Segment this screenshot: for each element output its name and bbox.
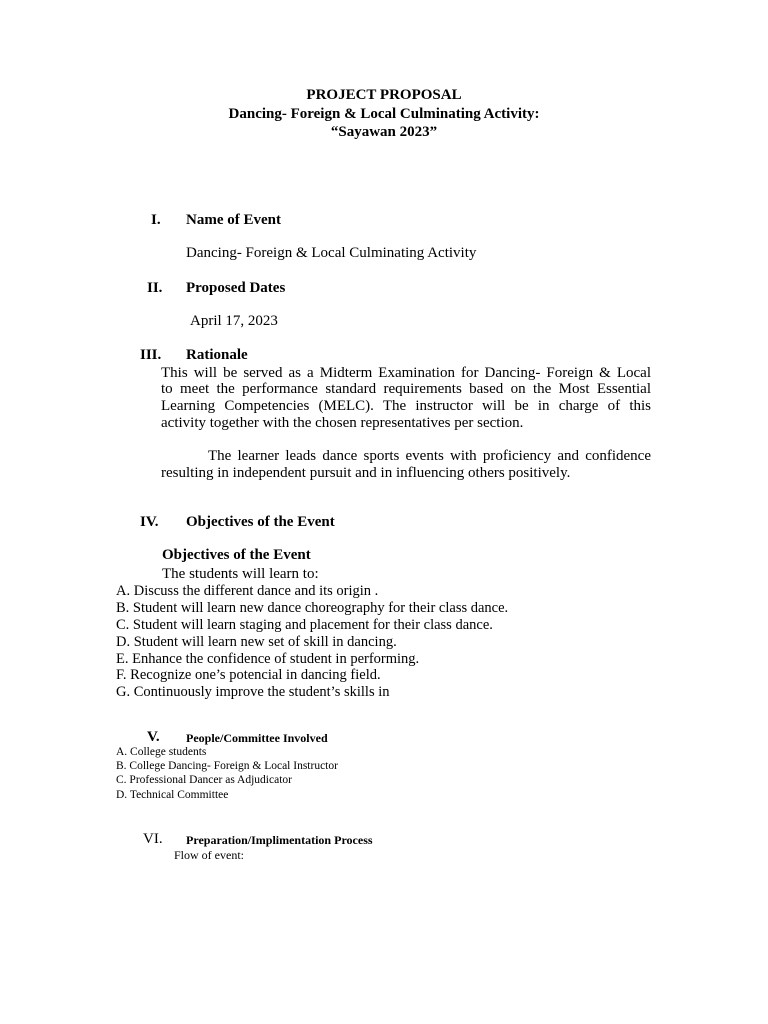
section-4-heading: Objectives of the Event	[186, 514, 335, 530]
rationale-line: resulting in independent pursuit and in influencing others positively.	[161, 465, 571, 481]
objectives-intro: The students will learn to:	[162, 566, 319, 582]
section-4-numeral: IV.	[140, 514, 159, 530]
objective-item: E. Enhance the confidence of student in performing.	[116, 651, 420, 667]
section-2-body: April 17, 2023	[190, 313, 278, 329]
committee-item: A. College students	[116, 746, 207, 758]
committee-item: D. Technical Committee	[116, 789, 229, 801]
section-2-heading: Proposed Dates	[186, 280, 286, 296]
section-3-numeral: III.	[140, 347, 162, 363]
doc-subtitle: Dancing- Foreign & Local Culminating Activity:	[228, 106, 540, 122]
committee-item: C. Professional Dancer as Adjudicator	[116, 774, 292, 786]
doc-title: PROJECT PROPOSAL	[306, 87, 462, 103]
section-2-numeral: II.	[147, 280, 163, 296]
rationale-line: to meet the performance standard requirements based on the Most Essential	[161, 381, 651, 397]
doc-event-name: “Sayawan 2023”	[330, 124, 438, 140]
rationale-line: This will be served as a Midterm Examination for Dancing- Foreign & Local	[161, 365, 651, 381]
committee-item: B. College Dancing- Foreign & Local Instructor	[116, 760, 338, 772]
rationale-line: Learning Competencies (MELC). The instructor will be in charge of this	[161, 398, 651, 414]
rationale-line: The learner leads dance sports events with proficiency and confidence	[208, 448, 651, 464]
section-1-heading: Name of Event	[186, 212, 281, 228]
section-3-heading: Rationale	[186, 347, 248, 363]
objectives-subheading: Objectives of the Event	[162, 547, 311, 563]
objective-item: F. Recognize one’s potencial in dancing field.	[116, 667, 381, 683]
rationale-line: activity together with the chosen representatives per section.	[161, 415, 524, 431]
objective-item: C. Student will learn staging and placement for their class dance.	[116, 617, 493, 633]
section-5-numeral: V.	[147, 729, 160, 745]
objective-item: G. Continuously improve the student’s skills in	[116, 684, 390, 700]
section-1-numeral: I.	[151, 212, 161, 228]
section-6-heading: Preparation/Implimentation Process	[186, 833, 373, 847]
section-5-heading: People/Committee Involved	[186, 731, 328, 745]
section-6-body: Flow of event:	[174, 848, 244, 862]
objective-item: B. Student will learn new dance choreography for their class dance.	[116, 600, 509, 616]
section-6-numeral: VI.	[143, 831, 163, 847]
objective-item: D. Student will learn new set of skill in dancing.	[116, 634, 397, 650]
section-1-body: Dancing- Foreign & Local Culminating Activity	[186, 245, 477, 261]
objective-item: A. Discuss the different dance and its origin .	[116, 583, 379, 599]
